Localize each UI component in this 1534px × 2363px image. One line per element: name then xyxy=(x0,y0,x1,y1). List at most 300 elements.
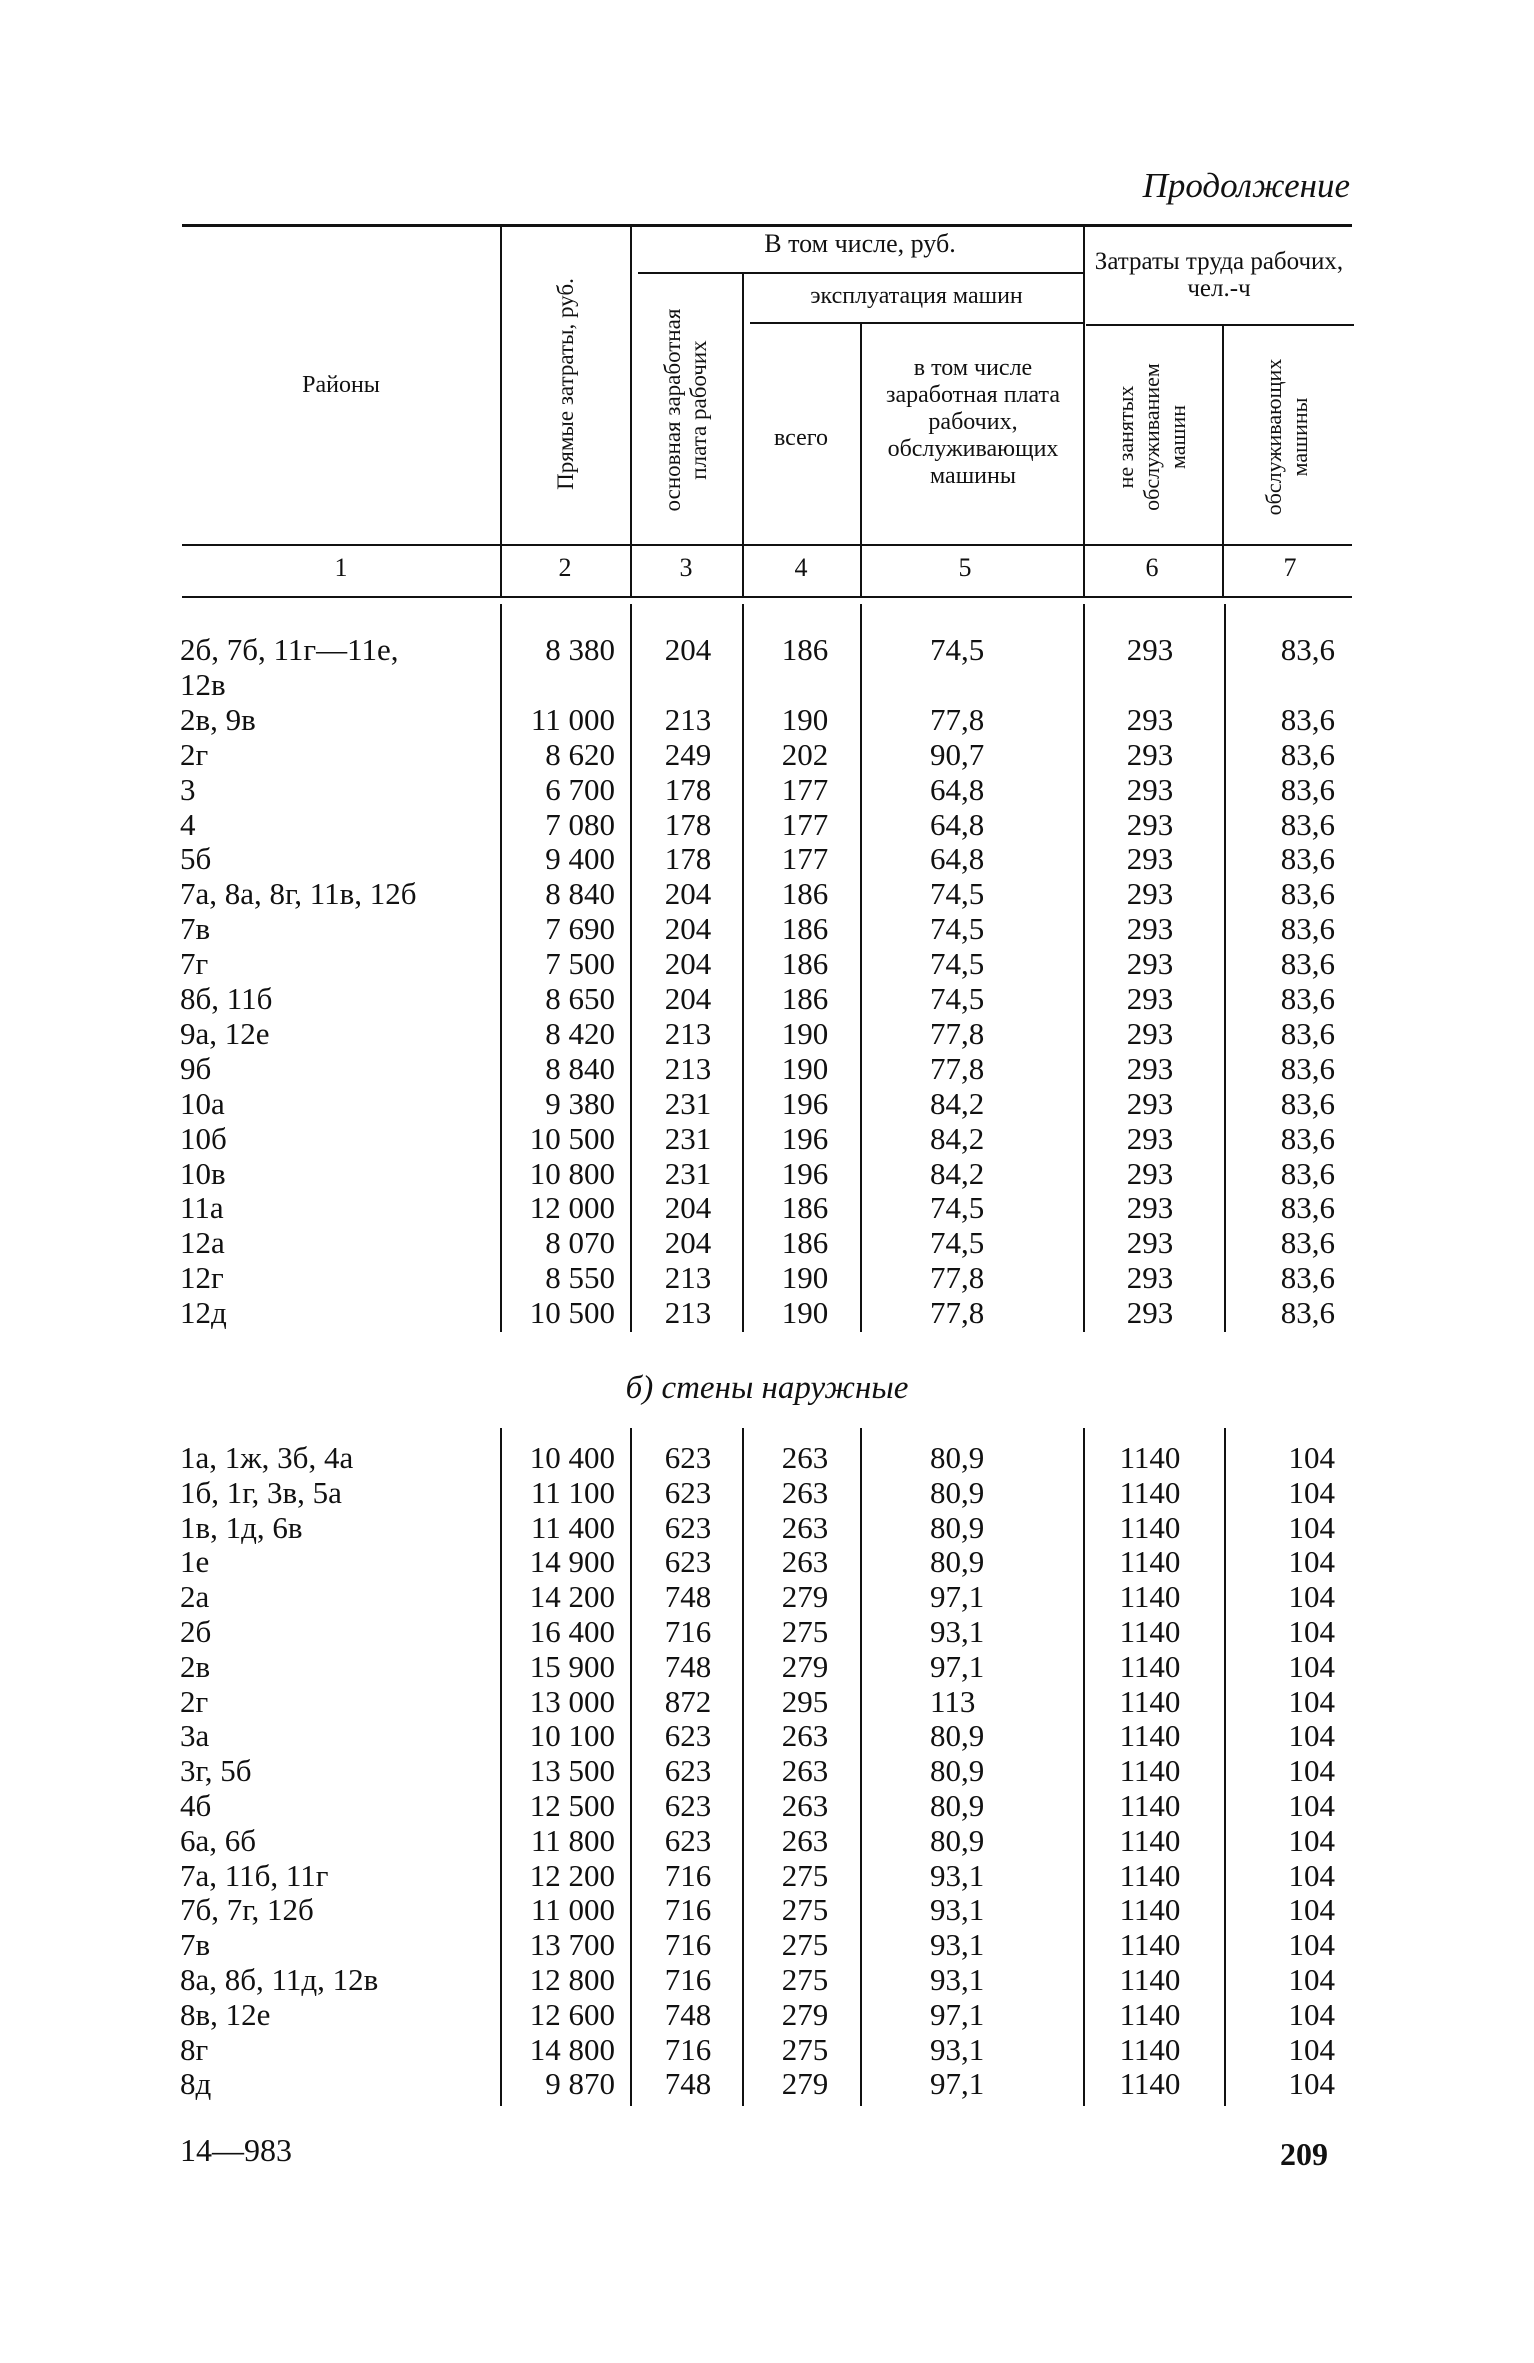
table-row xyxy=(0,1225,1534,1260)
section-b-title: б) стены наружные xyxy=(625,1370,909,1406)
cell-base-wage: 231 xyxy=(664,1085,712,1121)
table-row xyxy=(0,1190,1534,1225)
cell-machine-wage: 80,9 xyxy=(930,1474,985,1510)
table-top-rule xyxy=(182,224,1352,227)
table-row xyxy=(0,1086,1534,1121)
cell-machines-total: 279 xyxy=(781,1996,829,2032)
cell-labor-other: 293 xyxy=(1126,1050,1174,1086)
header-vrule xyxy=(1222,326,1224,596)
cell-machine-wage: 97,1 xyxy=(930,2066,985,2102)
cell-labor-other: 293 xyxy=(1126,1120,1174,1156)
cell-machine-wage: 74,5 xyxy=(930,632,985,667)
cell-labor-other: 293 xyxy=(1126,1085,1174,1121)
header-vrule xyxy=(860,324,862,596)
cell-machines-total: 263 xyxy=(781,1474,829,1510)
cell-machines-total: 263 xyxy=(781,1544,829,1580)
cell-machines-total: 190 xyxy=(781,1015,829,1051)
col-header-not-machine-labor: не занятых обслуживанием машин xyxy=(1113,363,1190,511)
cell-machine-wage: 97,1 xyxy=(930,1648,985,1684)
cell-labor-machine: 104 xyxy=(1288,2031,1335,2067)
cell-machine-wage: 64,8 xyxy=(930,841,985,877)
table-row xyxy=(0,1927,1534,1962)
cell-district: 3 xyxy=(180,771,196,807)
cell-district: 2г xyxy=(180,736,209,772)
cell-machines-total: 196 xyxy=(781,1120,829,1156)
col-numbers-rule xyxy=(182,596,1352,598)
cell-machine-wage: 64,8 xyxy=(930,806,985,842)
cell-machine-wage: 113 xyxy=(930,1683,976,1719)
cell-labor-machine: 83,6 xyxy=(1280,1015,1335,1051)
cell-direct-costs: 11 100 xyxy=(530,1474,615,1510)
cell-labor-machine: 104 xyxy=(1288,1962,1335,1997)
table-row xyxy=(0,2032,1534,2067)
cell-labor-other: 1140 xyxy=(1119,1579,1181,1615)
cell-labor-machine: 83,6 xyxy=(1280,1120,1335,1156)
cell-labor-other: 293 xyxy=(1126,701,1174,737)
cell-base-wage: 748 xyxy=(664,1648,712,1684)
cell-machines-total: 263 xyxy=(781,1753,829,1789)
cell-base-wage: 204 xyxy=(664,876,712,912)
cell-base-wage: 623 xyxy=(664,1788,712,1823)
cell-machine-wage: 93,1 xyxy=(930,2031,985,2067)
cell-base-wage: 716 xyxy=(664,1962,712,1997)
cell-direct-costs: 6 700 xyxy=(545,771,615,807)
cell-labor-machine: 83,6 xyxy=(1280,736,1335,772)
cell-base-wage: 213 xyxy=(664,1050,712,1086)
cell-district: 9а, 12е xyxy=(180,1015,270,1051)
cell-labor-machine: 104 xyxy=(1288,1648,1335,1684)
cell-labor-machine: 83,6 xyxy=(1280,771,1335,807)
col-number: 5 xyxy=(958,553,972,582)
cell-base-wage: 213 xyxy=(664,701,712,737)
cell-direct-costs: 12 800 xyxy=(529,1962,615,1997)
cell-district: 12д xyxy=(180,1295,227,1331)
cell-labor-machine: 104 xyxy=(1288,1683,1335,1719)
cell-direct-costs: 12 600 xyxy=(529,1996,615,2032)
cell-machine-wage: 80,9 xyxy=(930,1440,985,1475)
col-header-base-wage: основная заработная плата рабочих xyxy=(660,308,711,512)
cell-labor-other: 293 xyxy=(1126,1155,1174,1191)
cell-labor-other: 1140 xyxy=(1119,1509,1181,1545)
cell-labor-other: 293 xyxy=(1126,1295,1174,1331)
cell-district: 2г xyxy=(180,1683,209,1719)
col-header-total: всего xyxy=(773,425,829,451)
cell-labor-other: 293 xyxy=(1126,1190,1174,1226)
header-bottom-rule xyxy=(182,544,1352,546)
cell-labor-other: 1140 xyxy=(1119,1892,1181,1928)
cell-direct-costs: 9 400 xyxy=(545,841,615,877)
cell-machines-total: 177 xyxy=(781,771,829,807)
cell-base-wage: 249 xyxy=(664,736,712,772)
table-row xyxy=(0,702,1534,737)
cell-labor-other: 293 xyxy=(1126,736,1174,772)
cell-district: 8б, 11б xyxy=(180,981,273,1016)
col-number: 2 xyxy=(558,553,572,582)
cell-labor-other: 293 xyxy=(1126,1260,1174,1296)
cell-machines-total: 196 xyxy=(781,1155,829,1191)
cell-labor-machine: 83,6 xyxy=(1280,1225,1335,1261)
cell-direct-costs: 14 200 xyxy=(529,1579,615,1615)
col-number: 3 xyxy=(679,553,693,582)
cell-direct-costs: 8 420 xyxy=(545,1015,615,1051)
table-row xyxy=(0,911,1534,946)
cell-machine-wage: 93,1 xyxy=(930,1927,985,1963)
cell-direct-costs: 12 500 xyxy=(529,1788,615,1823)
cell-machine-wage: 74,5 xyxy=(930,1190,985,1226)
table-row xyxy=(0,1997,1534,2032)
table-row xyxy=(0,1788,1534,1823)
cell-labor-machine: 83,6 xyxy=(1280,1295,1335,1331)
table-row xyxy=(0,737,1534,772)
cell-direct-costs: 11 000 xyxy=(530,1892,615,1928)
table-row xyxy=(0,772,1534,807)
cell-base-wage: 231 xyxy=(664,1155,712,1191)
cell-district: 2а xyxy=(180,1579,210,1615)
cell-labor-other: 1140 xyxy=(1119,1788,1181,1823)
cell-labor-machine: 104 xyxy=(1288,1718,1335,1754)
cell-district: 6а, 6б xyxy=(180,1822,257,1858)
table-row xyxy=(0,632,1534,667)
cell-direct-costs: 8 620 xyxy=(545,736,615,772)
cell-direct-costs: 8 070 xyxy=(545,1225,615,1261)
cell-direct-costs: 13 000 xyxy=(529,1683,615,1719)
footer-signature: 14—983 xyxy=(180,2132,292,2168)
table-row xyxy=(0,1121,1534,1156)
cell-direct-costs: 8 650 xyxy=(545,981,615,1016)
cell-machines-total: 275 xyxy=(781,1927,829,1963)
table-row xyxy=(0,1718,1534,1753)
cell-labor-other: 293 xyxy=(1126,981,1174,1016)
table-row xyxy=(0,1753,1534,1788)
cell-district: 7г xyxy=(180,946,209,982)
table-row xyxy=(0,1614,1534,1649)
table-row xyxy=(0,1649,1534,1684)
cell-direct-costs: 7 500 xyxy=(545,946,615,982)
cell-direct-costs: 9 870 xyxy=(545,2066,615,2102)
cell-district: 8в, 12е xyxy=(180,1996,271,2032)
cell-machine-wage: 93,1 xyxy=(930,1857,985,1893)
table-row xyxy=(0,1684,1534,1719)
cell-machines-total: 177 xyxy=(781,806,829,842)
cell-labor-other: 1140 xyxy=(1119,1822,1181,1858)
cell-district: 8а, 8б, 11д, 12в xyxy=(180,1962,379,1997)
col-number: 1 xyxy=(334,553,348,582)
cell-machines-total: 263 xyxy=(781,1509,829,1545)
cell-labor-machine: 104 xyxy=(1288,1857,1335,1893)
cell-labor-other: 1140 xyxy=(1119,1648,1181,1684)
cell-district: 12г xyxy=(180,1260,224,1296)
cell-machine-wage: 80,9 xyxy=(930,1718,985,1754)
cell-machines-total: 279 xyxy=(781,1648,829,1684)
cell-district: 5б xyxy=(180,841,212,877)
table-row xyxy=(0,1016,1534,1051)
cell-machines-total: 295 xyxy=(781,1683,829,1719)
cell-direct-costs: 14 900 xyxy=(529,1544,615,1580)
col-header-direct-costs: Прямые затраты, руб. xyxy=(553,278,578,490)
continuation-label: Продолжение xyxy=(1142,166,1350,205)
cell-base-wage: 204 xyxy=(664,1190,712,1226)
cell-direct-costs: 9 380 xyxy=(545,1085,615,1121)
cell-labor-machine: 83,6 xyxy=(1280,701,1335,737)
cell-labor-machine: 83,6 xyxy=(1280,1085,1335,1121)
col-group-incl: В том числе, руб. xyxy=(764,229,956,258)
table-row xyxy=(0,1579,1534,1614)
cell-district: 7а, 11б, 11г xyxy=(180,1857,329,1893)
cell-labor-other: 1140 xyxy=(1119,1440,1181,1475)
cell-machines-total: 263 xyxy=(781,1718,829,1754)
cell-labor-other: 1140 xyxy=(1119,1927,1181,1963)
cell-machines-total: 275 xyxy=(781,2031,829,2067)
cell-labor-other: 1140 xyxy=(1119,1683,1181,1719)
cell-labor-machine: 83,6 xyxy=(1280,806,1335,842)
cell-district: 2в xyxy=(180,1648,211,1684)
cell-machines-total: 190 xyxy=(781,1050,829,1086)
table-row xyxy=(0,876,1534,911)
cell-machines-total: 190 xyxy=(781,701,829,737)
cell-machine-wage: 84,2 xyxy=(930,1085,985,1121)
cell-base-wage: 204 xyxy=(664,632,712,667)
cell-base-wage: 213 xyxy=(664,1015,712,1051)
cell-base-wage: 178 xyxy=(664,841,712,877)
cell-direct-costs: 12 200 xyxy=(529,1857,615,1893)
cell-machines-total: 190 xyxy=(781,1295,829,1331)
cell-labor-machine: 104 xyxy=(1288,1996,1335,2032)
cell-machines-total: 186 xyxy=(781,981,829,1016)
cell-base-wage: 204 xyxy=(664,1225,712,1261)
cell-machine-wage: 74,5 xyxy=(930,981,985,1016)
cell-machine-wage: 80,9 xyxy=(930,1753,985,1789)
table-row xyxy=(0,1156,1534,1191)
cell-direct-costs: 10 800 xyxy=(529,1155,615,1191)
cell-direct-costs: 8 840 xyxy=(545,1050,615,1086)
col-number: 4 xyxy=(794,553,808,582)
cell-district: 1е xyxy=(180,1544,210,1580)
cell-machine-wage: 97,1 xyxy=(930,1996,985,2032)
cell-machines-total: 186 xyxy=(781,876,829,912)
cell-machine-wage: 93,1 xyxy=(930,1892,985,1928)
cell-direct-costs: 14 800 xyxy=(529,2031,615,2067)
table-row xyxy=(0,1295,1534,1330)
cell-labor-other: 293 xyxy=(1126,876,1174,912)
cell-labor-machine: 104 xyxy=(1288,1474,1335,1510)
cell-direct-costs: 8 550 xyxy=(545,1260,615,1296)
cell-base-wage: 716 xyxy=(664,2031,712,2067)
cell-machines-total: 177 xyxy=(781,841,829,877)
cell-labor-other: 1140 xyxy=(1119,2031,1181,2067)
cell-machine-wage: 74,5 xyxy=(930,911,985,947)
cell-machine-wage: 84,2 xyxy=(930,1120,985,1156)
cell-base-wage: 623 xyxy=(664,1753,712,1789)
header-vrule xyxy=(500,224,502,596)
cell-base-wage: 178 xyxy=(664,771,712,807)
cell-base-wage: 213 xyxy=(664,1295,712,1331)
page-number: 209 xyxy=(1280,2136,1328,2172)
cell-labor-machine: 104 xyxy=(1288,1753,1335,1789)
cell-machine-wage: 80,9 xyxy=(930,1822,985,1858)
cell-labor-machine: 104 xyxy=(1288,1509,1335,1545)
cell-direct-costs: 7 690 xyxy=(545,911,615,947)
cell-base-wage: 748 xyxy=(664,2066,712,2102)
col-number: 7 xyxy=(1283,553,1297,582)
cell-machine-wage: 90,7 xyxy=(930,736,985,772)
table-row xyxy=(0,2066,1534,2101)
col-group-machines: эксплуатация машин xyxy=(810,283,1023,309)
cell-machines-total: 275 xyxy=(781,1962,829,1997)
cell-labor-machine: 83,6 xyxy=(1280,946,1335,982)
cell-labor-machine: 104 xyxy=(1288,1579,1335,1615)
cell-labor-other: 1140 xyxy=(1119,1614,1181,1649)
cell-labor-other: 1140 xyxy=(1119,1474,1181,1510)
cell-machine-wage: 93,1 xyxy=(930,1962,985,1997)
table-row xyxy=(0,1051,1534,1086)
machines-group-rule xyxy=(750,322,1083,324)
cell-base-wage: 623 xyxy=(664,1822,712,1858)
cell-labor-machine: 83,6 xyxy=(1280,841,1335,877)
cell-labor-machine: 104 xyxy=(1288,1892,1335,1928)
cell-base-wage: 623 xyxy=(664,1544,712,1580)
cell-direct-costs: 8 380 xyxy=(545,632,615,667)
col-header-districts: Районы xyxy=(302,372,380,398)
cell-direct-costs: 16 400 xyxy=(529,1614,615,1649)
cell-district: 1а, 1ж, 3б, 4а xyxy=(180,1440,354,1475)
cell-district: 10б xyxy=(180,1120,227,1156)
cell-machines-total: 275 xyxy=(781,1857,829,1893)
cell-machines-total: 279 xyxy=(781,2066,829,2102)
cell-district: 8д xyxy=(180,2066,212,2102)
cell-district: 2б, 7б, 11г—11е, xyxy=(180,632,399,667)
cell-machines-total: 190 xyxy=(781,1260,829,1296)
labor-group-rule xyxy=(1086,324,1354,326)
cell-district: 4б xyxy=(180,1788,212,1823)
cell-direct-costs: 12 000 xyxy=(529,1190,615,1226)
table-row xyxy=(0,667,1534,702)
cell-district: 12а xyxy=(180,1225,225,1261)
cell-labor-other: 1140 xyxy=(1119,1996,1181,2032)
table-row xyxy=(0,1892,1534,1927)
cell-base-wage: 623 xyxy=(664,1474,712,1510)
cell-labor-machine: 104 xyxy=(1288,1822,1335,1858)
cell-district: 1б, 1г, 3в, 5а xyxy=(180,1474,342,1510)
cell-machines-total: 275 xyxy=(781,1892,829,1928)
cell-direct-costs: 7 080 xyxy=(545,806,615,842)
cell-labor-other: 293 xyxy=(1126,771,1174,807)
cell-labor-machine: 104 xyxy=(1288,1788,1335,1823)
cell-machine-wage: 74,5 xyxy=(930,1225,985,1261)
cell-labor-other: 1140 xyxy=(1119,1544,1181,1580)
cell-labor-other: 293 xyxy=(1126,911,1174,947)
cell-labor-other: 1140 xyxy=(1119,2066,1181,2102)
cell-machine-wage: 80,9 xyxy=(930,1544,985,1580)
cell-labor-machine: 83,6 xyxy=(1280,1190,1335,1226)
cell-machine-wage: 77,8 xyxy=(930,1295,985,1331)
cell-labor-other: 293 xyxy=(1126,946,1174,982)
cell-base-wage: 231 xyxy=(664,1120,712,1156)
cell-labor-other: 293 xyxy=(1126,1015,1174,1051)
cell-machines-total: 186 xyxy=(781,946,829,982)
cell-base-wage: 872 xyxy=(664,1683,712,1719)
cell-base-wage: 748 xyxy=(664,1996,712,2032)
cell-labor-machine: 83,6 xyxy=(1280,1050,1335,1086)
cell-machines-total: 186 xyxy=(781,1225,829,1261)
table-row xyxy=(0,1858,1534,1893)
cell-labor-other: 293 xyxy=(1126,632,1174,667)
table-row xyxy=(0,981,1534,1016)
cell-labor-other: 293 xyxy=(1126,841,1174,877)
cell-labor-machine: 83,6 xyxy=(1280,1260,1335,1296)
cell-machines-total: 186 xyxy=(781,632,829,667)
cell-machine-wage: 77,8 xyxy=(930,1015,985,1051)
cell-labor-other: 293 xyxy=(1126,806,1174,842)
cell-machine-wage: 77,8 xyxy=(930,701,985,737)
cell-labor-machine: 83,6 xyxy=(1280,632,1335,667)
cell-district: 3г, 5б xyxy=(180,1753,252,1789)
cell-district: 8г xyxy=(180,2031,209,2067)
cell-machines-total: 186 xyxy=(781,1190,829,1226)
incl-group-rule xyxy=(638,272,1083,274)
cell-labor-machine: 83,6 xyxy=(1280,911,1335,947)
cell-machines-total: 186 xyxy=(781,911,829,947)
table-row xyxy=(0,841,1534,876)
cell-labor-machine: 104 xyxy=(1288,1440,1335,1475)
col-number: 6 xyxy=(1145,553,1159,582)
cell-base-wage: 716 xyxy=(664,1927,712,1963)
cell-direct-costs: 13 500 xyxy=(529,1753,615,1789)
cell-labor-other: 1140 xyxy=(1119,1962,1181,1997)
cell-machine-wage: 97,1 xyxy=(930,1579,985,1615)
cell-district: 12в xyxy=(180,666,226,702)
cell-district: 1в, 1д, 6в xyxy=(180,1509,303,1545)
cell-district: 2б xyxy=(180,1614,212,1649)
cell-labor-other: 293 xyxy=(1126,1225,1174,1261)
cell-base-wage: 748 xyxy=(664,1579,712,1615)
cell-machine-wage: 64,8 xyxy=(930,771,985,807)
cell-district: 10а xyxy=(180,1085,225,1121)
table-row xyxy=(0,1475,1534,1510)
cell-labor-machine: 83,6 xyxy=(1280,876,1335,912)
table-row xyxy=(0,1823,1534,1858)
header-vrule xyxy=(630,224,632,596)
cell-machines-total: 263 xyxy=(781,1440,829,1475)
cell-machine-wage: 80,9 xyxy=(930,1509,985,1545)
cell-base-wage: 623 xyxy=(664,1718,712,1754)
cell-district: 4 xyxy=(180,806,196,842)
table-row xyxy=(0,1510,1534,1545)
col-group-labor: Затраты труда рабочих, чел.-ч xyxy=(1094,248,1344,302)
cell-district: 9б xyxy=(180,1050,212,1086)
cell-base-wage: 623 xyxy=(664,1440,712,1475)
cell-district: 7а, 8а, 8г, 11в, 12б xyxy=(180,876,417,912)
cell-base-wage: 716 xyxy=(664,1892,712,1928)
table-row xyxy=(0,807,1534,842)
cell-machine-wage: 93,1 xyxy=(930,1614,985,1649)
cell-labor-machine: 104 xyxy=(1288,1544,1335,1580)
cell-labor-machine: 104 xyxy=(1288,2066,1335,2102)
cell-machines-total: 196 xyxy=(781,1085,829,1121)
cell-base-wage: 178 xyxy=(664,806,712,842)
cell-direct-costs: 11 800 xyxy=(530,1822,615,1858)
col-header-machine-labor: обслуживающих машины xyxy=(1261,358,1312,516)
cell-machine-wage: 84,2 xyxy=(930,1155,985,1191)
table-row xyxy=(0,946,1534,981)
cell-district: 7в xyxy=(180,1927,211,1963)
cell-labor-other: 1140 xyxy=(1119,1857,1181,1893)
cell-district: 2в, 9в xyxy=(180,701,256,737)
table-row xyxy=(0,1544,1534,1579)
cell-direct-costs: 10 100 xyxy=(529,1718,615,1754)
cell-district: 3а xyxy=(180,1718,210,1754)
cell-labor-other: 1140 xyxy=(1119,1718,1181,1754)
cell-machine-wage: 77,8 xyxy=(930,1260,985,1296)
